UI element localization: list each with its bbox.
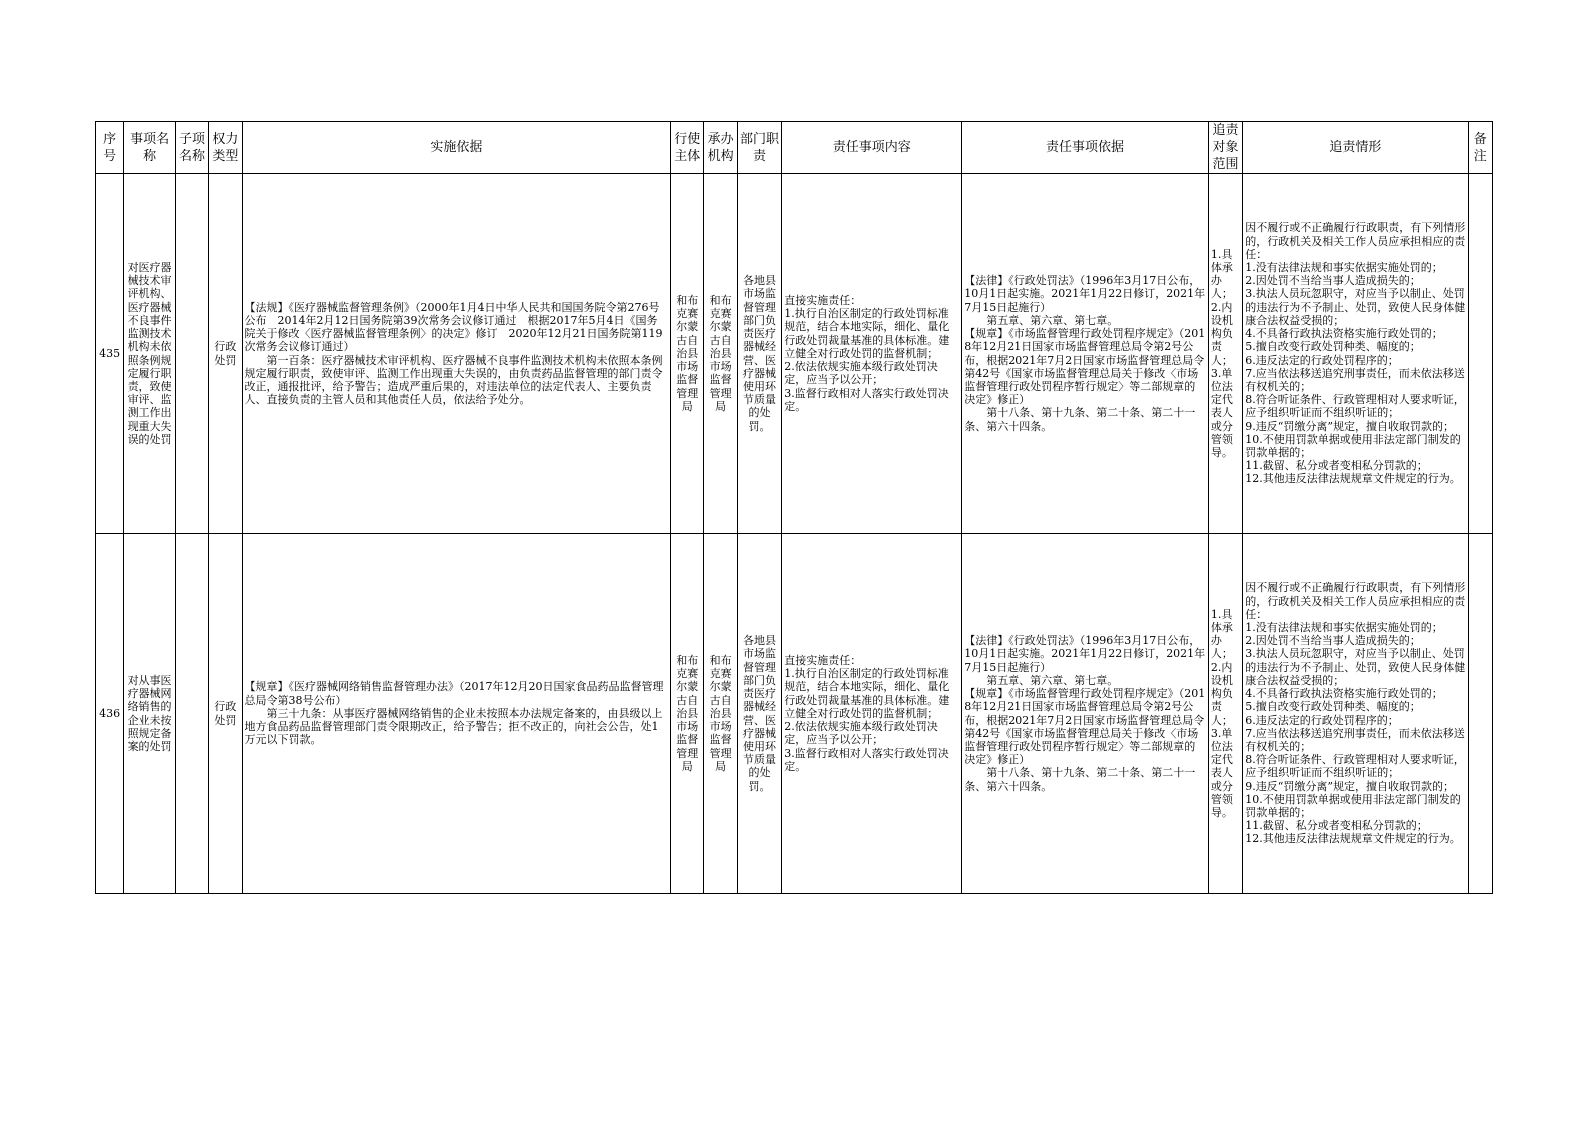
row-situation: 因不履行或不正确履行行政职责，有下列情形的，行政机关及相关工作人员应承担相应的责任： 1.没有法律法规和事实依据实施处罚的； 2.因处罚不当给当事人造成损失的； 3.执法人员玩忽职守，对应当予以制止、处罚的违法行为不予制止、处罚，致使人民身体健康合法权益受损的； 4.不具备行政执法资格实施行政处罚的； 5.擅自改变行政处罚种类、幅度的； 6.违反法定的行政处罚程序的； 7.应当依法移送追究刑事责任，而未依法移送有权机关的； 8.符合听证条件、行政管理相对人要求听证，应予组织听证而不组织听证的； 9.违反“罚缴分离”规定，擅自收取罚款的； 10.不使用罚款单据或使用非法定部门制发的罚款单据的； 11.截留、私分或者变相私分罚款的； 12.其他违反法律法规规章文件规定的行为。 bbox=[1243, 534, 1468, 894]
header-sub: 子项名称 bbox=[175, 122, 208, 174]
row-scope: 1.具体承办人； 2.内设机构负责人； 3.单位法定代表人或分管领导。 bbox=[1208, 534, 1242, 894]
row-note bbox=[1468, 534, 1492, 894]
row-basis: 【法规】《医疗器械监督管理条例》（2000年1月4日中华人民共和国国务院令第276号公布 2014年2月12日国务院第39次常务会议修订通过 根据2017年5月4日《国务院关于修改〈医疗器械监督管理条例〉的决定》修订 2020年12月21日国务院第119次常务会议修订通过） 第一百条：医疗器械技术审评机构、医疗器械不良事件监测技术机构未依照本条例规定履行职责，致使审评、监测工作出现重大失误的，由负责药品监督管理的部门责令改正，通报批评，给予警告；造成严重后果的，对违法单位的法定代表人、主要负责人、直接负责的主管人员和其他责任人员，依法给予处分。 bbox=[242, 174, 671, 534]
row-content: 直接实施责任： 1.执行自治区制定的行政处罚标准规范，结合本地实际，细化、量化行政处罚裁量基准的具体标准。建立健全对行政处罚的监督机制； 2.依法依规实施本级行政处罚决定，应当予以公开； 3.监督行政相对人落实行政处罚决定。 bbox=[782, 174, 962, 534]
row-note bbox=[1468, 174, 1492, 534]
row-sub bbox=[175, 534, 208, 894]
row-duty: 各地县市场监督管理部门负责医疗器械经营、医疗器械使用环节质量的处罚。 bbox=[737, 534, 781, 894]
row-resp-basis: 【法律】《行政处罚法》（1996年3月17日公布，10月1日起实施。2021年1月22日修订，2021年7月15日起施行） 第五章、第六章、第七章。 【规章】《市场监督管理行政处罚程序规定》（2018年12月21日国家市场监督管理总局令第2号公布，根据2021年7月2日国家市场监督管理总局令第42号《国家市场监督管理总局关于修改〈市场监督管理行政处罚程序暂行规定〉等二部规章的决定》修正） 第十八条、第十九条、第二十条、第二十一条、第六十四条。 bbox=[962, 534, 1209, 894]
row-subject: 和布克赛尔蒙古自治县市场监督管理局 bbox=[671, 174, 704, 534]
row-basis: 【规章】《医疗器械网络销售监督管理办法》（2017年12月20日国家食品药品监督管理总局令第38号公布） 第三十九条：从事医疗器械网络销售的企业未按照本办法规定备案的，由县级以上地方食品药品监督管理部门责令限期改正，给予警告；拒不改正的，向社会公告，处1万元以下罚款。 bbox=[242, 534, 671, 894]
row-seq: 435 bbox=[96, 174, 124, 534]
row-type: 行政处罚 bbox=[209, 534, 242, 894]
header-subject: 行使主体 bbox=[671, 122, 704, 174]
header-duty: 部门职责 bbox=[737, 122, 781, 174]
header-resp-basis: 责任事项依据 bbox=[962, 122, 1209, 174]
header-row bbox=[96, 122, 1493, 174]
table-row bbox=[96, 174, 1493, 534]
header-seq: 序号 bbox=[96, 122, 124, 174]
header-basis: 实施依据 bbox=[242, 122, 671, 174]
row-duty: 各地县市场监督管理部门负责医疗器械经营、医疗器械使用环节质量的处罚。 bbox=[737, 174, 781, 534]
row-sub bbox=[175, 174, 208, 534]
row-subject: 和布克赛尔蒙古自治县市场监督管理局 bbox=[671, 534, 704, 894]
row-seq: 436 bbox=[96, 534, 124, 894]
row-item: 对从事医疗器械网络销售的企业未按照规定备案的处罚 bbox=[124, 534, 176, 894]
header-content: 责任事项内容 bbox=[782, 122, 962, 174]
header-scope: 追责对象范围 bbox=[1208, 122, 1242, 174]
row-situation: 因不履行或不正确履行行政职责，有下列情形的，行政机关及相关工作人员应承担相应的责任： 1.没有法律法规和事实依据实施处罚的； 2.因处罚不当给当事人造成损失的； 3.执法人员玩忽职守，对应当予以制止、处罚的违法行为不予制止、处罚，致使人民身体健康合法权益受损的； 4.不具备行政执法资格实施行政处罚的； 5.擅自改变行政处罚种类、幅度的； 6.违反法定的行政处罚程序的； 7.应当依法移送追究刑事责任，而未依法移送有权机关的； 8.符合听证条件、行政管理相对人要求听证，应予组织听证而不组织听证的； 9.违反“罚缴分离”规定，擅自收取罚款的； 10.不使用罚款单据或使用非法定部门制发的罚款单据的； 11.截留、私分或者变相私分罚款的； 12.其他违反法律法规规章文件规定的行为。 bbox=[1243, 174, 1468, 534]
accountability-table bbox=[95, 121, 1493, 894]
row-item: 对医疗器械技术审评机构、医疗器械不良事件监测技术机构未依照条例规定履行职责，致使审评、监测工作出现重大失误的处罚 bbox=[124, 174, 176, 534]
row-content: 直接实施责任： 1.执行自治区制定的行政处罚标准规范，结合本地实际，细化、量化行政处罚裁量基准的具体标准。建立健全对行政处罚的监督机制； 2.依法依规实施本级行政处罚决定，应当予以公开； 3.监督行政相对人落实行政处罚决定。 bbox=[782, 534, 962, 894]
header-item: 事项名称 bbox=[124, 122, 176, 174]
row-org: 和布克赛尔蒙古自治县市场监督管理局 bbox=[704, 534, 737, 894]
row-resp-basis: 【法律】《行政处罚法》（1996年3月17日公布，10月1日起实施。2021年1月22日修订，2021年7月15日起施行） 第五章、第六章、第七章。 【规章】《市场监督管理行政处罚程序规定》（2018年12月21日国家市场监督管理总局令第2号公布，根据2021年7月2日国家市场监督管理总局令第42号《国家市场监督管理总局关于修改〈市场监督管理行政处罚程序暂行规定〉等二部规章的决定》修正） 第十八条、第十九条、第二十条、第二十一条、第六十四条。 bbox=[962, 174, 1209, 534]
table-row bbox=[96, 534, 1493, 894]
header-situation: 追责情形 bbox=[1243, 122, 1468, 174]
header-note: 备注 bbox=[1468, 122, 1492, 174]
header-org: 承办机构 bbox=[704, 122, 737, 174]
row-type: 行政处罚 bbox=[209, 174, 242, 534]
row-org: 和布克赛尔蒙古自治县市场监督管理局 bbox=[704, 174, 737, 534]
header-type: 权力类型 bbox=[209, 122, 242, 174]
row-scope: 1.具体承办人； 2.内设机构负责人； 3.单位法定代表人或分管领导。 bbox=[1208, 174, 1242, 534]
